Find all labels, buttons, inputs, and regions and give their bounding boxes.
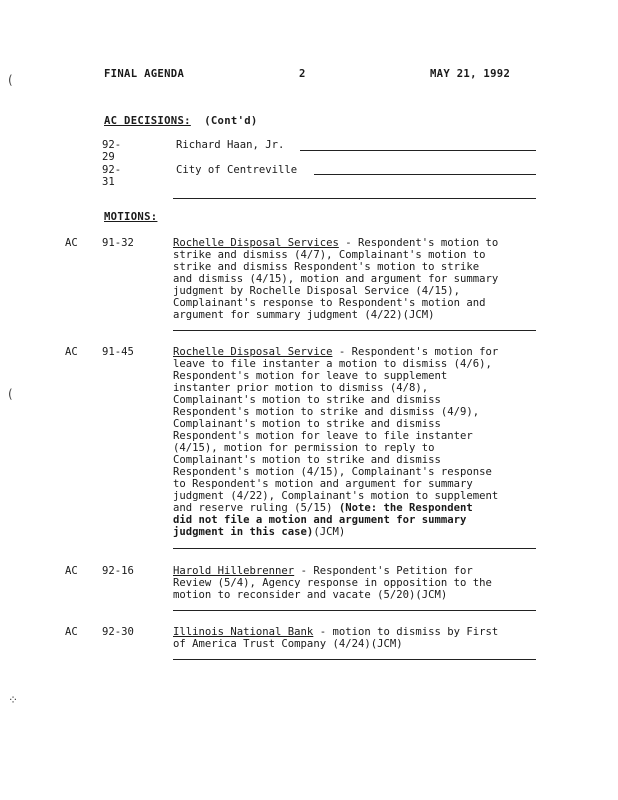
document-title: FINAL AGENDA [104, 68, 185, 80]
motion-line: (4/15), motion for permission to reply to [173, 442, 435, 454]
motion-body [173, 626, 537, 650]
motion-line: and dismiss (4/15), motion and argument for summary [173, 273, 499, 285]
motion-party: Rochelle Disposal Services [173, 237, 339, 249]
hole-punch-mark-bottom: ⁘ [8, 693, 19, 707]
motion-note-end: (JCM) [313, 526, 346, 538]
motion-party: Illinois National Bank [173, 626, 314, 638]
motion-line: - motion to dismiss by First [313, 626, 499, 638]
motion-line: Complainant's motion to strike and dismiss [173, 394, 441, 406]
motion-party: Harold Hillebrenner [173, 565, 295, 577]
motion-divider [173, 330, 536, 331]
motion-line: - Respondent's Petition for [294, 565, 473, 577]
decision-number: 92-31 [102, 164, 122, 188]
motion-line: - Respondent's motion to [338, 237, 499, 249]
motion-note: did not file a motion and argument for summary [173, 514, 467, 526]
motion-line-reserve: and reserve ruling (5/15) [173, 502, 339, 514]
decision-rule [314, 174, 536, 175]
motion-line: Respondent's motion for leave to file instanter [173, 430, 473, 442]
motion-line: - Respondent's motion for [332, 346, 499, 358]
motion-body [173, 346, 537, 538]
hole-punch-mark-middle: ( [8, 387, 13, 401]
motion-line: to Respondent's motion and argument for summary [173, 478, 473, 490]
motion-line: Respondent's motion (4/15), Complainant's response [173, 466, 492, 478]
motion-line: strike and dismiss (4/7), Complainant's motion to [173, 249, 486, 261]
motion-line: Complainant's response to Respondent's motion and [173, 297, 486, 309]
motion-line: judgment by Rochelle Disposal Service (4/15), [173, 285, 461, 297]
motion-divider [173, 548, 536, 549]
motion-number: 91-45 [102, 346, 134, 358]
decision-name: City of Centreville [176, 164, 298, 176]
motion-label: AC [65, 346, 78, 358]
decision-name: Richard Haan, Jr. [176, 139, 285, 151]
ac-decisions-heading-text: AC DECISIONS: [104, 115, 191, 127]
motion-line: Respondent's motion for leave to supplement [173, 370, 448, 382]
motion-note: (Note: the Respondent [338, 502, 473, 514]
motion-divider [173, 659, 536, 660]
motion-label: AC [65, 237, 78, 249]
decision-rule [300, 150, 536, 151]
motion-line: instanter prior motion to dismiss (4/8), [173, 382, 429, 394]
motion-body [173, 237, 537, 321]
motion-line: Review (5/4), Agency response in opposition to the [173, 577, 492, 589]
page-number: 2 [299, 68, 306, 80]
motions-heading: MOTIONS: [104, 211, 158, 223]
motion-body [173, 565, 537, 601]
hole-punch-mark-top: ( [8, 73, 13, 87]
motion-line: leave to file instanter a motion to dismiss (4/6), [173, 358, 492, 370]
motion-divider [173, 610, 536, 611]
decision-number: 92-29 [102, 139, 122, 163]
motion-line: argument for summary judgment (4/22)(JCM) [173, 309, 435, 321]
motion-line: Complainant's motion to strike and dismiss [173, 418, 441, 430]
section-divider [173, 198, 536, 199]
motion-number: 91-32 [102, 237, 134, 249]
motion-label: AC [65, 565, 78, 577]
motion-line: Respondent's motion to strike and dismiss (4/9), [173, 406, 480, 418]
motion-line: strike and dismiss Respondent's motion to strike [173, 261, 480, 273]
motion-line: Complainant's motion to strike and dismiss [173, 454, 441, 466]
motion-label: AC [65, 626, 78, 638]
motion-line: of America Trust Company (4/24)(JCM) [173, 638, 403, 650]
motion-line: judgment (4/22), Complainant's motion to supplement [173, 490, 499, 502]
motion-line [173, 502, 537, 514]
motion-number: 92-16 [102, 565, 134, 577]
ac-decisions-cont: (Cont'd) [204, 115, 258, 127]
document-date: MAY 21, 1992 [430, 68, 511, 80]
motion-note: judgment in this case) [173, 526, 314, 538]
motion-party: Rochelle Disposal Service [173, 346, 333, 358]
motion-number: 92-30 [102, 626, 134, 638]
ac-decisions-heading [104, 115, 258, 127]
motion-line: motion to reconsider and vacate (5/20)(JCM) [173, 589, 448, 601]
